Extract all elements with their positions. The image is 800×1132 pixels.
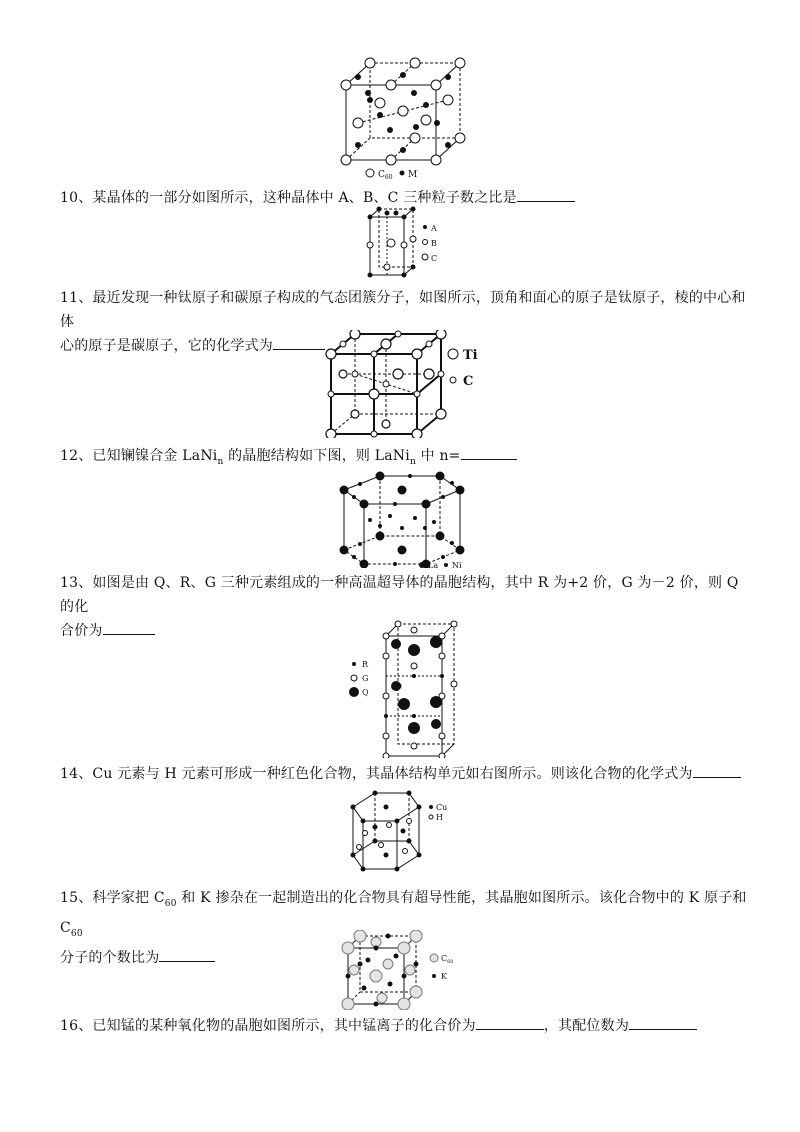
legend-q: Q: [362, 688, 369, 697]
question-number: 13、: [60, 575, 93, 591]
question-text-continued: 心的原子是碳原子，它的化学式为: [60, 338, 273, 354]
legend-h: H: [436, 813, 443, 822]
question-text: 和 K 掺杂在一起制造出的化合物具有超导性能，其晶胞如图所示。该化合物中的 K 原子和 C: [60, 890, 747, 936]
crystal-figure-abc: [355, 205, 465, 280]
question-number: 15、: [60, 890, 93, 906]
legend-ti: Ti: [463, 348, 478, 363]
question-text: 的晶胞结构如下图，则 LaNi: [223, 448, 410, 464]
question-text: 最近发现一种钛原子和碳原子构成的气态团簇分子，如图所示，顶角和面心的原子是钛原子，棱的中心和体: [60, 290, 746, 330]
subscript: 60: [70, 928, 83, 939]
legend-r: R: [362, 660, 369, 669]
legend-c60: $C_{60}$: [441, 954, 454, 965]
legend-m: M: [408, 170, 418, 180]
question-text: 如图是由 Q、R、G 三种元素组成的一种高温超导体的晶胞结构，其中 R 为+2 价，G 为－2 价，则 Q 的化: [60, 575, 739, 615]
legend-c60: $C_{60}$: [378, 170, 393, 181]
question-16: [60, 1014, 750, 1038]
crystal-figure-c60-k: [340, 930, 465, 1010]
answer-blank[interactable]: [693, 763, 741, 778]
question-number: 12、: [60, 448, 93, 464]
crystal-figure-cu-h: [345, 785, 465, 873]
answer-blank[interactable]: [273, 335, 325, 350]
legend-ni: Ni: [452, 561, 462, 568]
answer-blank[interactable]: [103, 620, 155, 635]
question-text-continued: 分子的个数比为: [60, 949, 160, 966]
legend-g: G: [362, 674, 369, 683]
crystal-figure-q-r-g: [340, 618, 460, 758]
crystal-figure-c60-m: [330, 55, 470, 185]
answer-blank[interactable]: [461, 445, 517, 460]
answer-blank[interactable]: [159, 947, 215, 962]
question-text: 科学家把 C: [92, 890, 165, 906]
question-text: Cu 元素与 H 元素可形成一种红色化合物，其晶体结构单元如右图所示。则该化合物的化学式为: [92, 766, 693, 782]
crystal-figure-ti-c: [325, 330, 485, 438]
question-number: 11、: [60, 290, 93, 306]
legend-cu: Cu: [436, 803, 448, 812]
legend-b: B: [431, 239, 437, 248]
question-14: [60, 762, 750, 786]
question-text: 中 n=: [415, 448, 461, 464]
legend-a: A: [431, 224, 437, 233]
answer-blank-valence[interactable]: [476, 1015, 544, 1030]
question-text: ，其配位数为: [543, 1018, 630, 1034]
question-number: 10、: [60, 190, 93, 206]
answer-blank-coordination[interactable]: [629, 1015, 697, 1030]
question-number: 14、: [60, 766, 93, 782]
answer-blank[interactable]: [517, 187, 575, 202]
subscript: n: [217, 456, 224, 467]
question-text: 已知锰的某种氧化物的晶胞如图所示，其中锰离子的化合价为: [92, 1018, 476, 1034]
crystal-figure-la-ni: [330, 468, 480, 568]
question-text: 已知镧镍合金 LaNi: [92, 448, 218, 464]
question-text: 某晶体的一部分如图所示，这种晶体中 A、B、C 三种粒子数之比是: [92, 190, 517, 206]
question-text-continued: 合价为: [60, 623, 103, 639]
legend-k: K: [441, 972, 447, 981]
subscript: 60: [164, 898, 177, 909]
legend-la: La: [428, 561, 439, 568]
subscript: n: [409, 456, 416, 467]
legend-c: C: [463, 374, 474, 389]
legend-c: C: [431, 254, 438, 263]
question-number: 16、: [60, 1018, 93, 1034]
